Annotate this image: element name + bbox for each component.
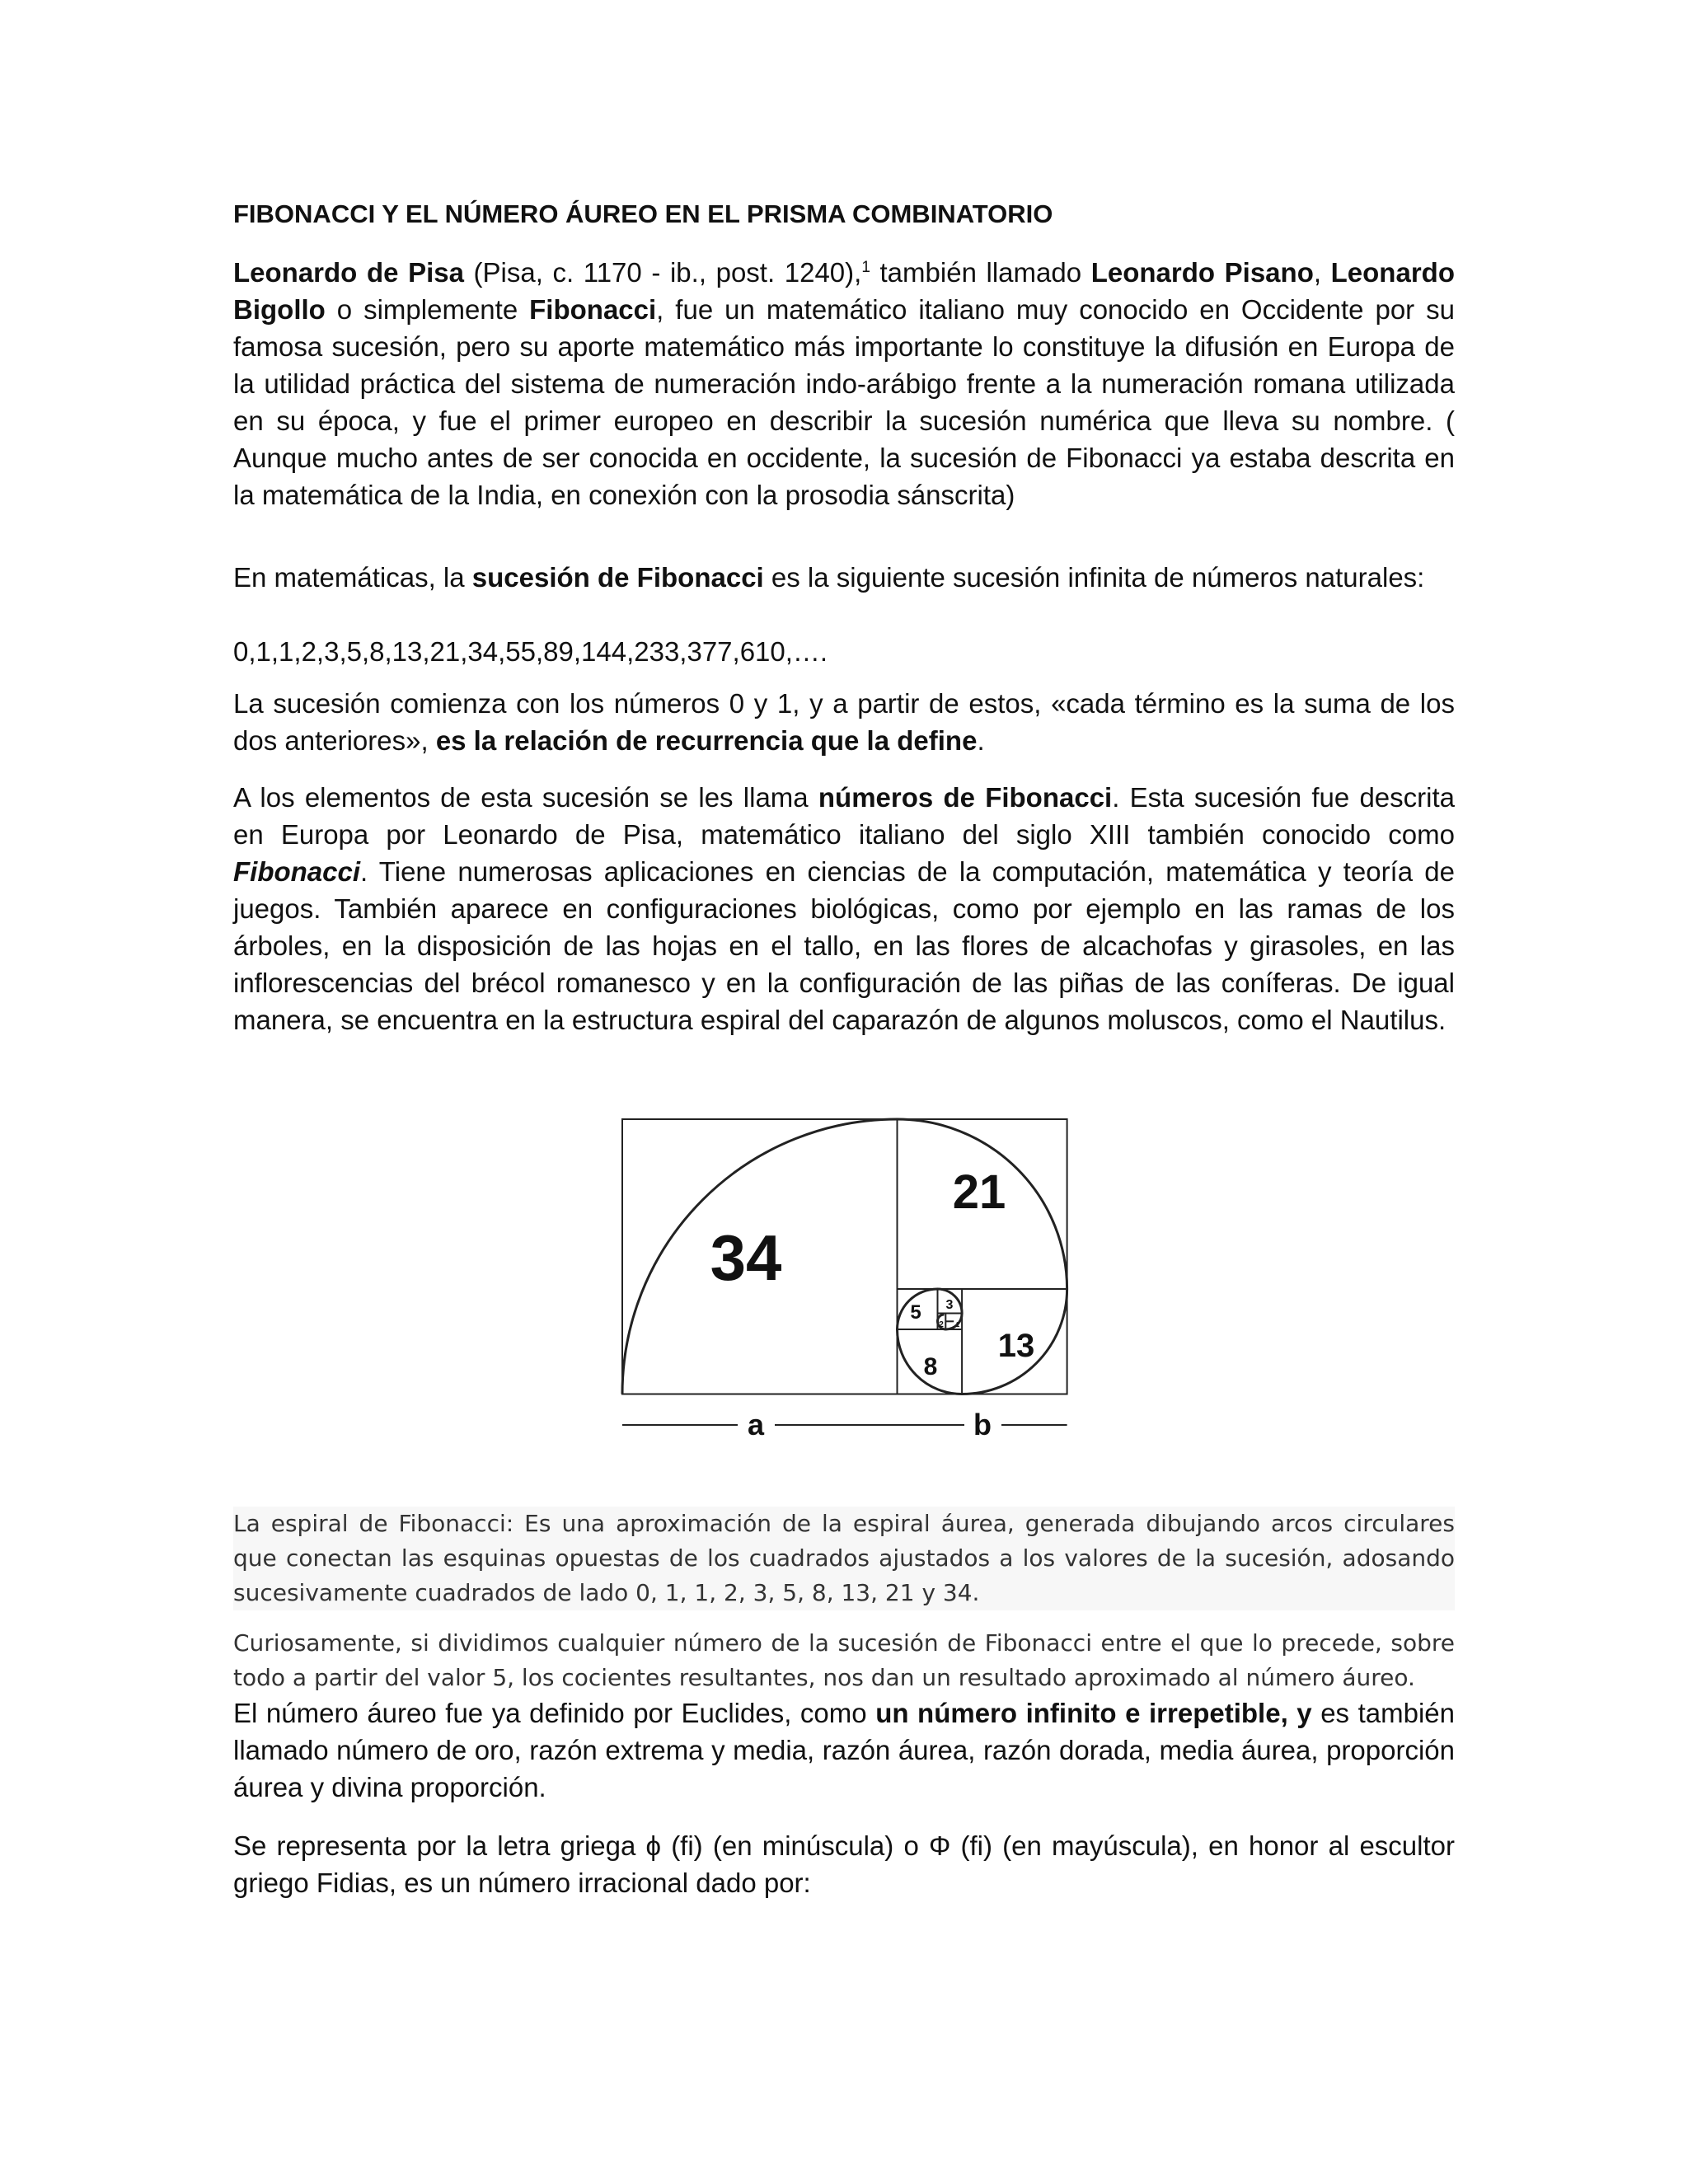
definition-post: es la siguiente sucesión infinita de números naturales:	[763, 562, 1425, 593]
recurrence-post: .	[977, 725, 985, 756]
golden-bold: un número infinito e irrepetible, y	[875, 1698, 1312, 1728]
applications-bold-fibonacci: Fibonacci	[233, 856, 361, 887]
applications-bold-numbers: números de Fibonacci	[818, 782, 1113, 813]
intro-name: Leonardo de Pisa	[233, 257, 464, 288]
intro-rest: , fue un matemático italiano muy conocido en Occidente por su famosa sucesión, pero su aporte matemático más importante lo constituye la difusión en Europa de la utilidad práctica del sistema de numeración indo-arábigo frente a la numeración romana utilizada en su época, y fue el primer europeo en describir la sucesión numérica que lleva su nombre. ( Aunque mucho antes de ser conocida en occidente, la sucesión de Fibonacci ya estaba descrita en la matemática de la India, en conexión con la prosodia sánscrita)	[233, 294, 1455, 510]
definition-paragraph	[233, 559, 1455, 596]
definition-term: sucesión de Fibonacci	[471, 562, 764, 593]
label-8: 8	[923, 1353, 938, 1380]
fibonacci-spiral-figure	[614, 1111, 1076, 1441]
applications-paragraph	[233, 779, 1455, 1038]
intro-alias-fibonacci: Fibonacci	[529, 294, 657, 325]
intro-dates: (Pisa, c. 1170 - ib., post. 1240),	[463, 257, 862, 288]
applications-mid: . Esta sucesión fue descrita en Europa por Leonardo de Pisa, matemático italiano del siglo XIII también conocido como	[233, 782, 1455, 850]
intro-also: también llamado	[870, 257, 1091, 288]
applications-post: . Tiene numerosas aplicaciones en ciencias de la computación, matemática y teoría de juegos. También aparece en configuraciones biológicas, como por ejemplo en las ramas de los árboles, en la disposición de las hojas en el tallo, en las flores de alcachofas y girasoles, en las inflorescencias del brécol romanesco y en la configuración de las piñas de las coníferas. De igual manera, se encuentra en la estructura espiral del caparazón de algunos moluscos, como el Nautilus.	[233, 856, 1455, 1035]
curiosity-note: Curiosamente, si dividimos cualquier número de la sucesión de Fibonacci entre el que lo precede, sobre todo a partir del valor 5, los cocientes resultantes, nos dan un resultado aproximado al número áureo.	[233, 1629, 1455, 1691]
label-1: 1	[955, 1321, 960, 1329]
intro-alias-bigollo: Leonardo Bigollo	[233, 257, 1455, 325]
label-34: 34	[710, 1221, 782, 1294]
fibonacci-sequence: 0,1,1,2,3,5,8,13,21,34,55,89,144,233,377,610,….	[233, 636, 828, 667]
label-13: 13	[997, 1328, 1035, 1364]
golden-number-paragraph	[233, 1694, 1455, 1806]
recurrence-pre: La sucesión comienza con los números 0 y 1, y a partir de estos, «cada término es la suma de los dos anteriores»,	[233, 688, 1455, 756]
label-2: 2	[939, 1320, 944, 1329]
intro-comma: ,	[1313, 257, 1331, 288]
definition-pre: En matemáticas, la	[233, 562, 472, 593]
document-title: FIBONACCI Y EL NÚMERO ÁUREO EN EL PRISMA COMBINATORIO	[233, 199, 1053, 228]
intro-paragraph	[233, 254, 1455, 513]
intro-or: o simplemente	[325, 294, 530, 325]
footnote-marker[interactable]: 1	[861, 259, 870, 276]
recurrence-paragraph	[233, 685, 1455, 759]
figure-caption: La espiral de Fibonacci: Es una aproximación de la espiral áurea, generada dibujando arcos circulares que conectan las esquinas opuestas de los cuadrados ajustados a los valores de la sucesión, adosando sucesivamente cuadrados de lado 0, 1, 1, 2, 3, 5, 8, 13, 21 y 34.	[233, 1507, 1455, 1610]
representation-paragraph: Se representa por la letra griega ϕ (fi) (en minúscula) o Φ (fi) (en mayúscula), en honor al escultor griego Fidias, es un número irracional dado por:	[233, 1830, 1455, 1898]
axis-a-label: a	[747, 1408, 765, 1441]
golden-post: es también llamado número de oro, razón extrema y media, razón áurea, razón dorada, media áurea, proporción áurea y divina proporción.	[233, 1698, 1455, 1802]
recurrence-bold: es la relación de recurrencia que la define	[435, 725, 978, 756]
label-21: 21	[952, 1165, 1006, 1219]
axis-b-label: b	[973, 1408, 992, 1441]
label-3: 3	[945, 1298, 954, 1312]
golden-pre: El número áureo fue ya definido por Euclides, como	[233, 1698, 876, 1728]
applications-pre: A los elementos de esta sucesión se les llama	[233, 782, 818, 813]
label-5: 5	[910, 1301, 921, 1324]
intro-alias-pisano: Leonardo Pisano	[1090, 257, 1314, 288]
